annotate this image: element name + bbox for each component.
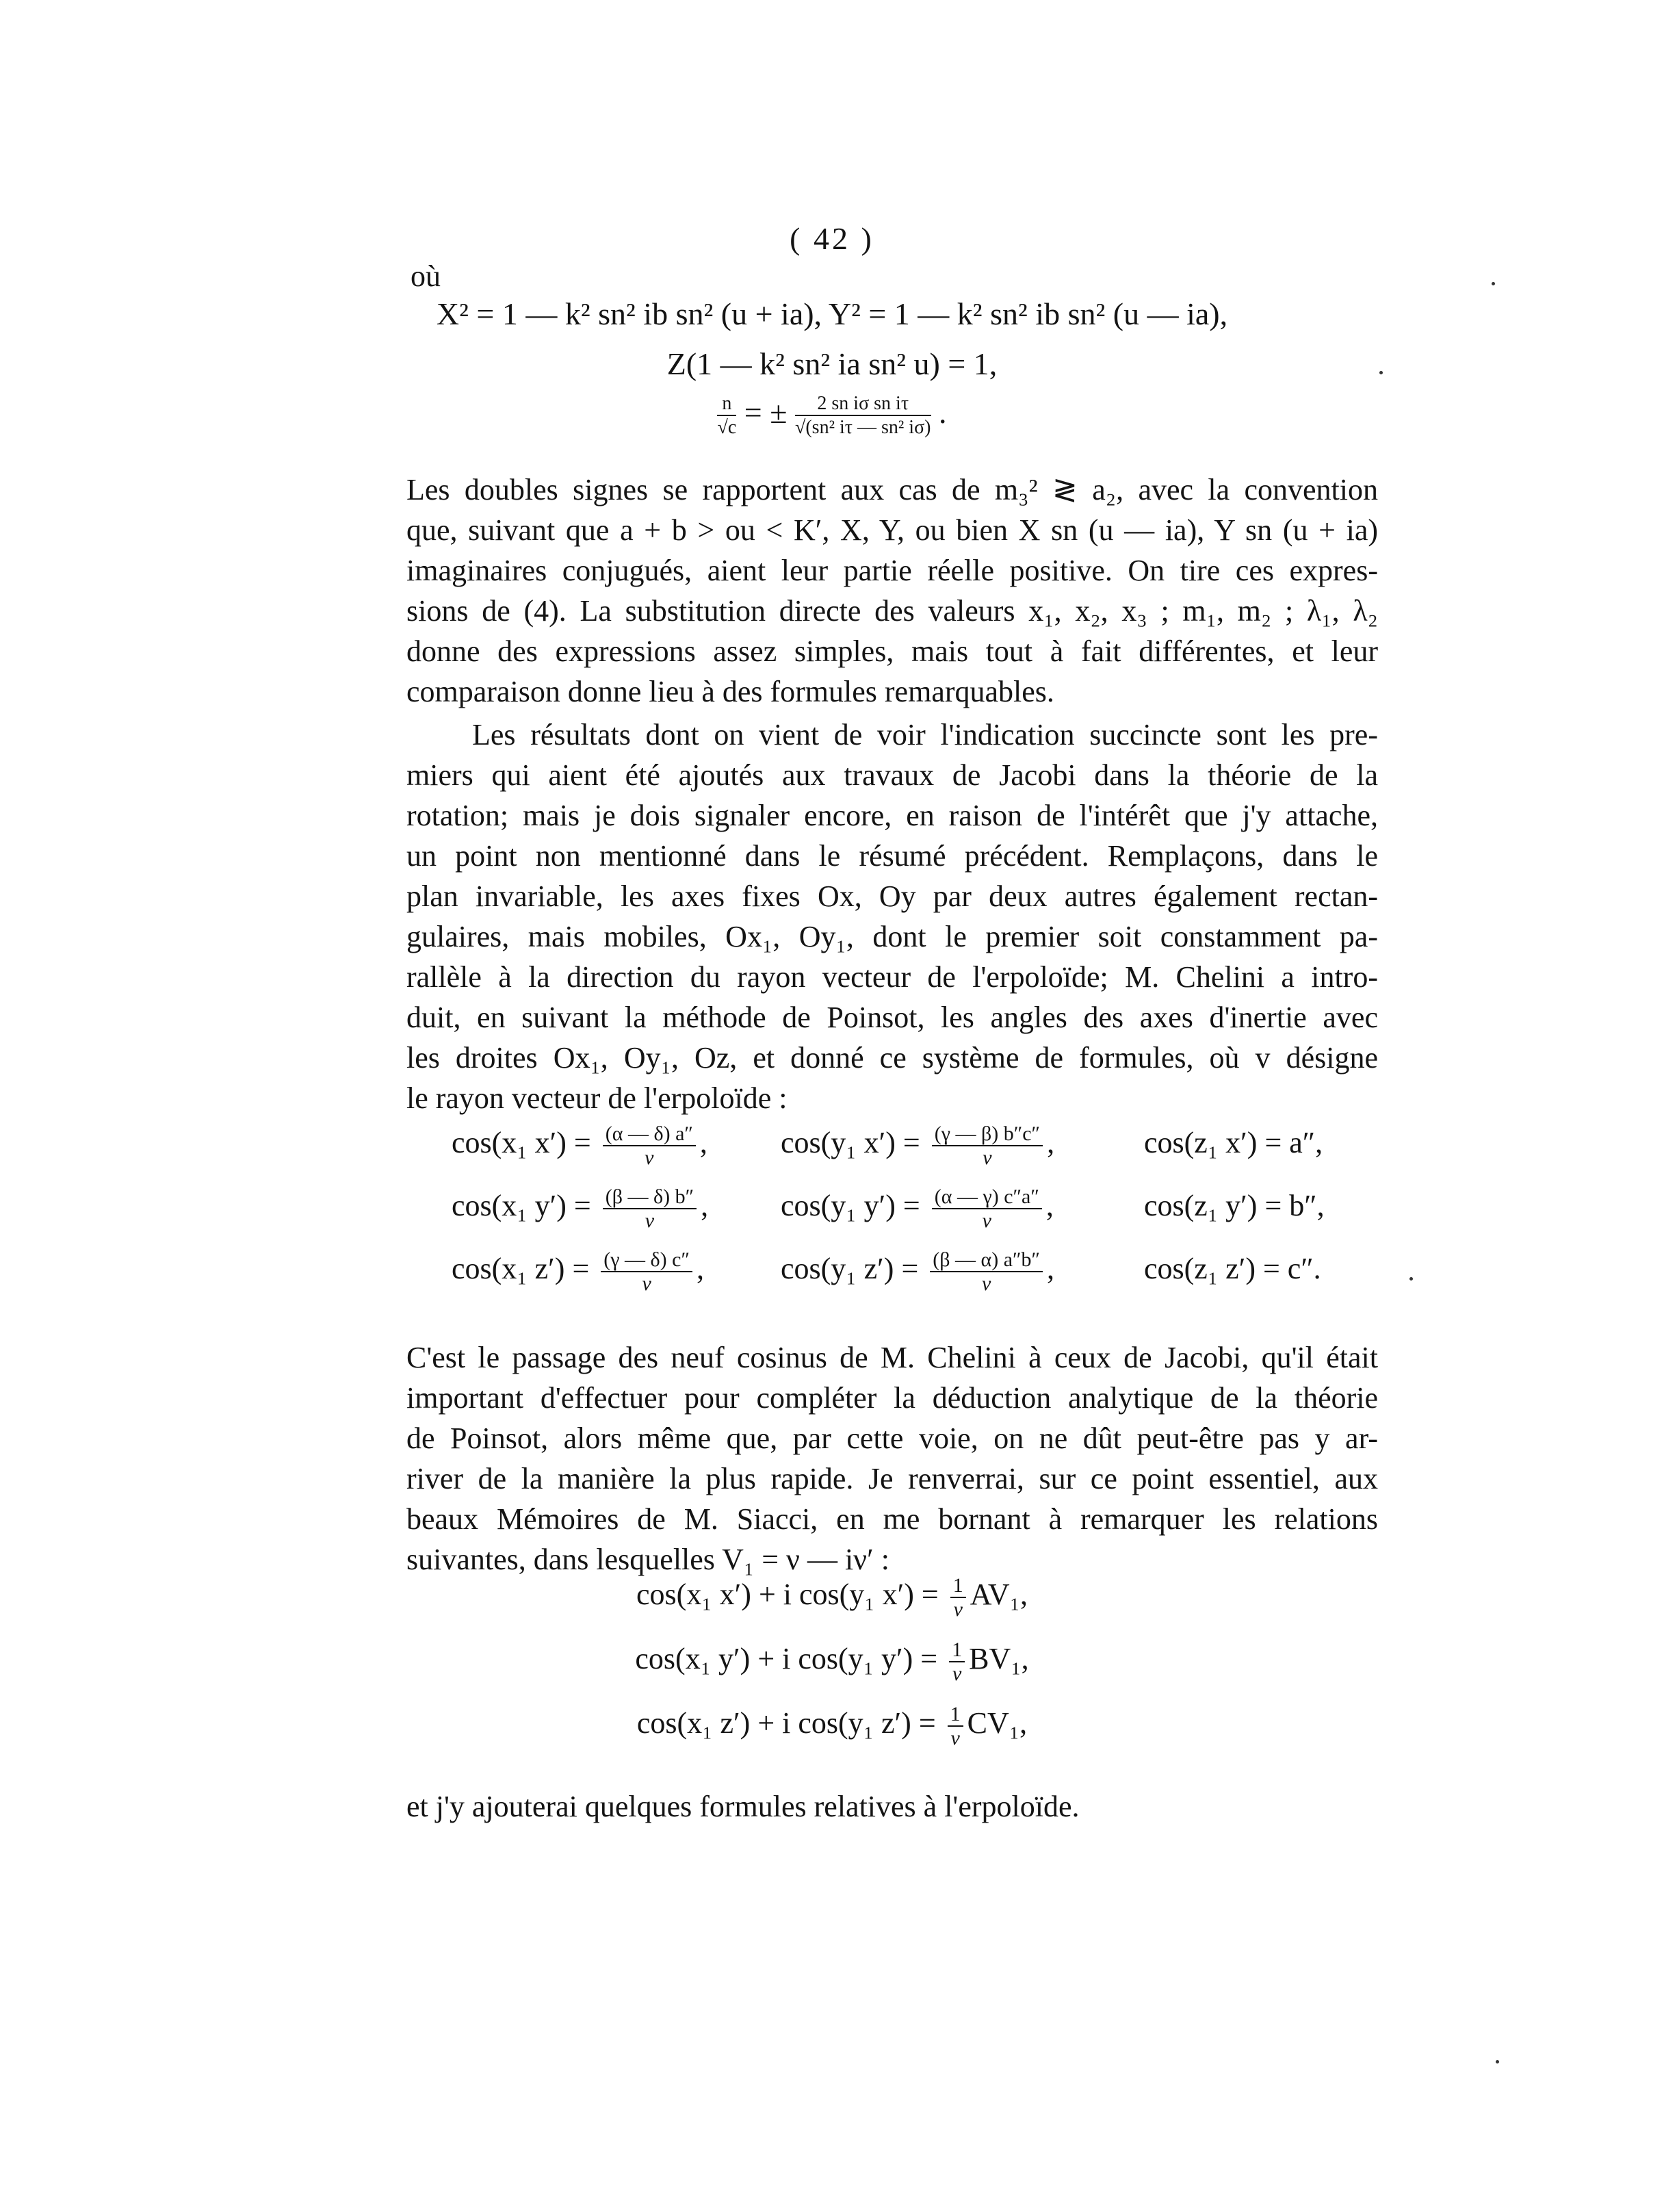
cosine-cell: cos(z₁ y′) = b″, <box>1144 1189 1325 1223</box>
text-line: Les résultats dont on vient de voir l'indication succincte sont les pre- <box>472 718 1378 751</box>
cosine-cell: cos(z₁ z′) = c″. <box>1144 1252 1321 1286</box>
separator: , <box>696 1252 704 1286</box>
fraction-numerator: (α — γ) c″a″ <box>932 1185 1042 1209</box>
text-line: et j'y ajouterai quelques formules relatives à l'erpoloïde. <box>406 1790 1080 1823</box>
cosine-fraction <box>932 1185 1042 1232</box>
one-over-v-fraction <box>948 1703 963 1749</box>
text-line: Les doubles signes se rapportent aux cas de m₃² ≷ a₂, avec la convention <box>406 473 1378 506</box>
scan-speck <box>1496 2060 1499 2063</box>
relation-lhs: cos(x₁ y′) + i cos(y₁ y′) = <box>635 1642 938 1676</box>
fraction-numerator: (γ — δ) c″ <box>601 1248 692 1272</box>
text-line: gulaires, mais mobiles, Ox₁, Oy₁, dont le premier soit constamment pa- <box>406 920 1378 953</box>
equation-n-over-root-c <box>0 394 1664 438</box>
text-line: le rayon vecteur de l'erpoloïde : <box>406 1081 788 1115</box>
one-over-v-fraction <box>950 1574 966 1621</box>
fraction-numerator: (γ — β) b″c″ <box>932 1122 1043 1146</box>
cosine-fraction <box>603 1185 697 1232</box>
cosine-lhs: cos(y₁ y′) = <box>781 1189 920 1223</box>
text-line: important d'effectuer pour compléter la déduction analytique de la théorie <box>406 1381 1378 1415</box>
text-line: miers qui aient été ajoutés aux travaux de Jacobi dans la théorie de la <box>406 758 1378 792</box>
text-line: un point non mentionné dans le résumé précédent. Remplaçons, dans le <box>406 839 1378 873</box>
paragraph-chelini <box>406 715 1378 1118</box>
text-line: donne des expressions assez simples, mais tout à fait différentes, et leur <box>406 634 1378 668</box>
cosine-cell <box>452 1185 773 1232</box>
scan-speck <box>1409 1277 1413 1281</box>
fraction-numerator: n <box>717 394 736 416</box>
text-line: plan invariable, les axes fixes Ox, Oy par deux autres également rectan- <box>406 879 1378 913</box>
paragraph-double-signs <box>406 470 1378 712</box>
relation-row-c <box>0 1703 1664 1749</box>
relation-row-a <box>0 1574 1664 1621</box>
relation-rhs: AV₁, <box>970 1578 1028 1612</box>
fraction-numerator: 1 <box>949 1638 965 1662</box>
fraction-numerator: (β — δ) b″ <box>603 1185 697 1209</box>
cosine-fraction <box>932 1122 1043 1169</box>
fraction-numerator: (β — α) a″b″ <box>930 1248 1043 1272</box>
paragraph-siacci <box>406 1337 1378 1580</box>
cosine-formula-row <box>452 1122 1382 1169</box>
cosine-fraction <box>930 1248 1043 1295</box>
cosine-cell <box>452 1248 773 1295</box>
one-over-v-fraction <box>949 1638 965 1685</box>
fraction-denominator: v <box>642 1272 651 1295</box>
cosine-lhs: cos(x₁ z′) = <box>452 1252 590 1286</box>
text-line: beaux Mémoires de M. Siacci, en me bornant à remarquer les relations <box>406 1502 1378 1536</box>
text-line: C'est le passage des neuf cosinus de M. Chelini à ceux de Jacobi, qu'il était <box>406 1341 1378 1374</box>
fraction-denominator: √(sn² iτ — sn² iσ) <box>794 417 931 439</box>
text-line: river de la manière la plus rapide. Je renverrai, sur ce point essentiel, aux <box>406 1462 1378 1495</box>
fraction-denominator: √c <box>717 417 737 439</box>
fraction-numerator: (α — δ) a″ <box>603 1122 696 1146</box>
fraction-numerator: 1 <box>948 1703 963 1727</box>
cosine-cell: cos(z₁ x′) = a″, <box>1144 1126 1323 1160</box>
cosine-cell <box>452 1122 773 1169</box>
fraction-denominator: v <box>953 1598 963 1621</box>
text-line: rallèle à la direction du rayon vecteur de l'erpoloïde; M. Chelini a intro- <box>406 960 1378 994</box>
scan-speck <box>1492 282 1495 285</box>
scan-speck <box>1379 371 1383 374</box>
separator: , <box>1045 1189 1054 1223</box>
text-line: suivantes, dans lesquelles V₁ = ν — iν′ : <box>406 1543 889 1576</box>
cosine-lhs: cos(x₁ y′) = <box>452 1189 591 1223</box>
intro-word: où <box>411 259 441 293</box>
equation-z: Z(1 — k² sn² ia sn² u) = 1, <box>666 346 998 381</box>
cosine-cell <box>781 1122 1136 1169</box>
cosine-formula-row <box>452 1185 1382 1232</box>
text-line: comparaison donne lieu à des formules remarquables. <box>406 675 1054 708</box>
cosine-lhs: cos(x₁ x′) = <box>452 1126 591 1160</box>
separator: , <box>1047 1252 1055 1286</box>
cosine-lhs: cos(y₁ z′) = <box>781 1252 919 1286</box>
page-number: ( 42 ) <box>790 221 874 256</box>
fraction-denominator: v <box>645 1209 655 1232</box>
text-line: les droites Ox₁, Oy₁, Oz, et donné ce système de formules, où v désigne <box>406 1041 1378 1075</box>
relation-lhs: cos(x₁ x′) + i cos(y₁ x′) = <box>636 1578 939 1612</box>
fraction-numerator: 2 sn iσ sn iτ <box>795 394 931 416</box>
relation-rhs: BV₁, <box>969 1642 1029 1676</box>
fraction-denominator: v <box>645 1146 654 1169</box>
cosine-lhs: cos(y₁ x′) = <box>781 1126 920 1160</box>
fraction-denominator: v <box>982 1209 991 1232</box>
fraction-denominator: v <box>983 1146 992 1169</box>
text-line: imaginaires conjugués, aient leur partie réelle positive. On tire ces expres- <box>406 554 1378 587</box>
text-line: sions de (4). La substitution directe des valeurs x₁, x₂, x₃ ; m₁, m₂ ; λ₁, λ₂ <box>406 594 1378 628</box>
separator: , <box>701 1189 709 1223</box>
plus-minus-sign: = ± <box>744 394 788 430</box>
equation-period: . <box>939 394 947 430</box>
cosine-cell <box>781 1185 1136 1232</box>
fraction-numerator: 1 <box>950 1574 966 1598</box>
separator: , <box>1047 1126 1055 1160</box>
cosine-formula-row <box>452 1248 1382 1295</box>
relation-row-b <box>0 1638 1664 1685</box>
fraction-denominator: v <box>952 1662 962 1685</box>
equation-xy: X² = 1 — k² sn² ib sn² (u + ia), Y² = 1 — k² sn² ib sn² (u — ia), <box>436 296 1228 331</box>
fraction-sn-ratio <box>795 394 931 438</box>
text-line: de Poinsot, alors même que, par cette voie, on ne dût peut-être pas y ar- <box>406 1422 1378 1455</box>
cosine-fraction <box>601 1248 692 1295</box>
relation-rhs: CV₁, <box>967 1706 1028 1740</box>
separator: , <box>699 1126 707 1160</box>
text-line: duit, en suivant la méthode de Poinsot, les angles des axes d'inertie avec <box>406 1001 1378 1034</box>
relation-lhs: cos(x₁ z′) + i cos(y₁ z′) = <box>636 1706 936 1740</box>
cosine-fraction <box>603 1122 696 1169</box>
cosine-cell <box>781 1248 1136 1295</box>
fraction-denominator: v <box>981 1272 991 1295</box>
fraction-n-root-c <box>717 394 736 438</box>
fraction-denominator: v <box>950 1727 960 1749</box>
text-line: que, suivant que a + b > ou < K′, X, Y, ou bien X sn (u — ia), Y sn (u + ia) <box>406 513 1378 547</box>
closing-line <box>406 1786 1378 1827</box>
text-line: rotation; mais je dois signaler encore, en raison de l'intérêt que j'y attache, <box>406 799 1378 832</box>
